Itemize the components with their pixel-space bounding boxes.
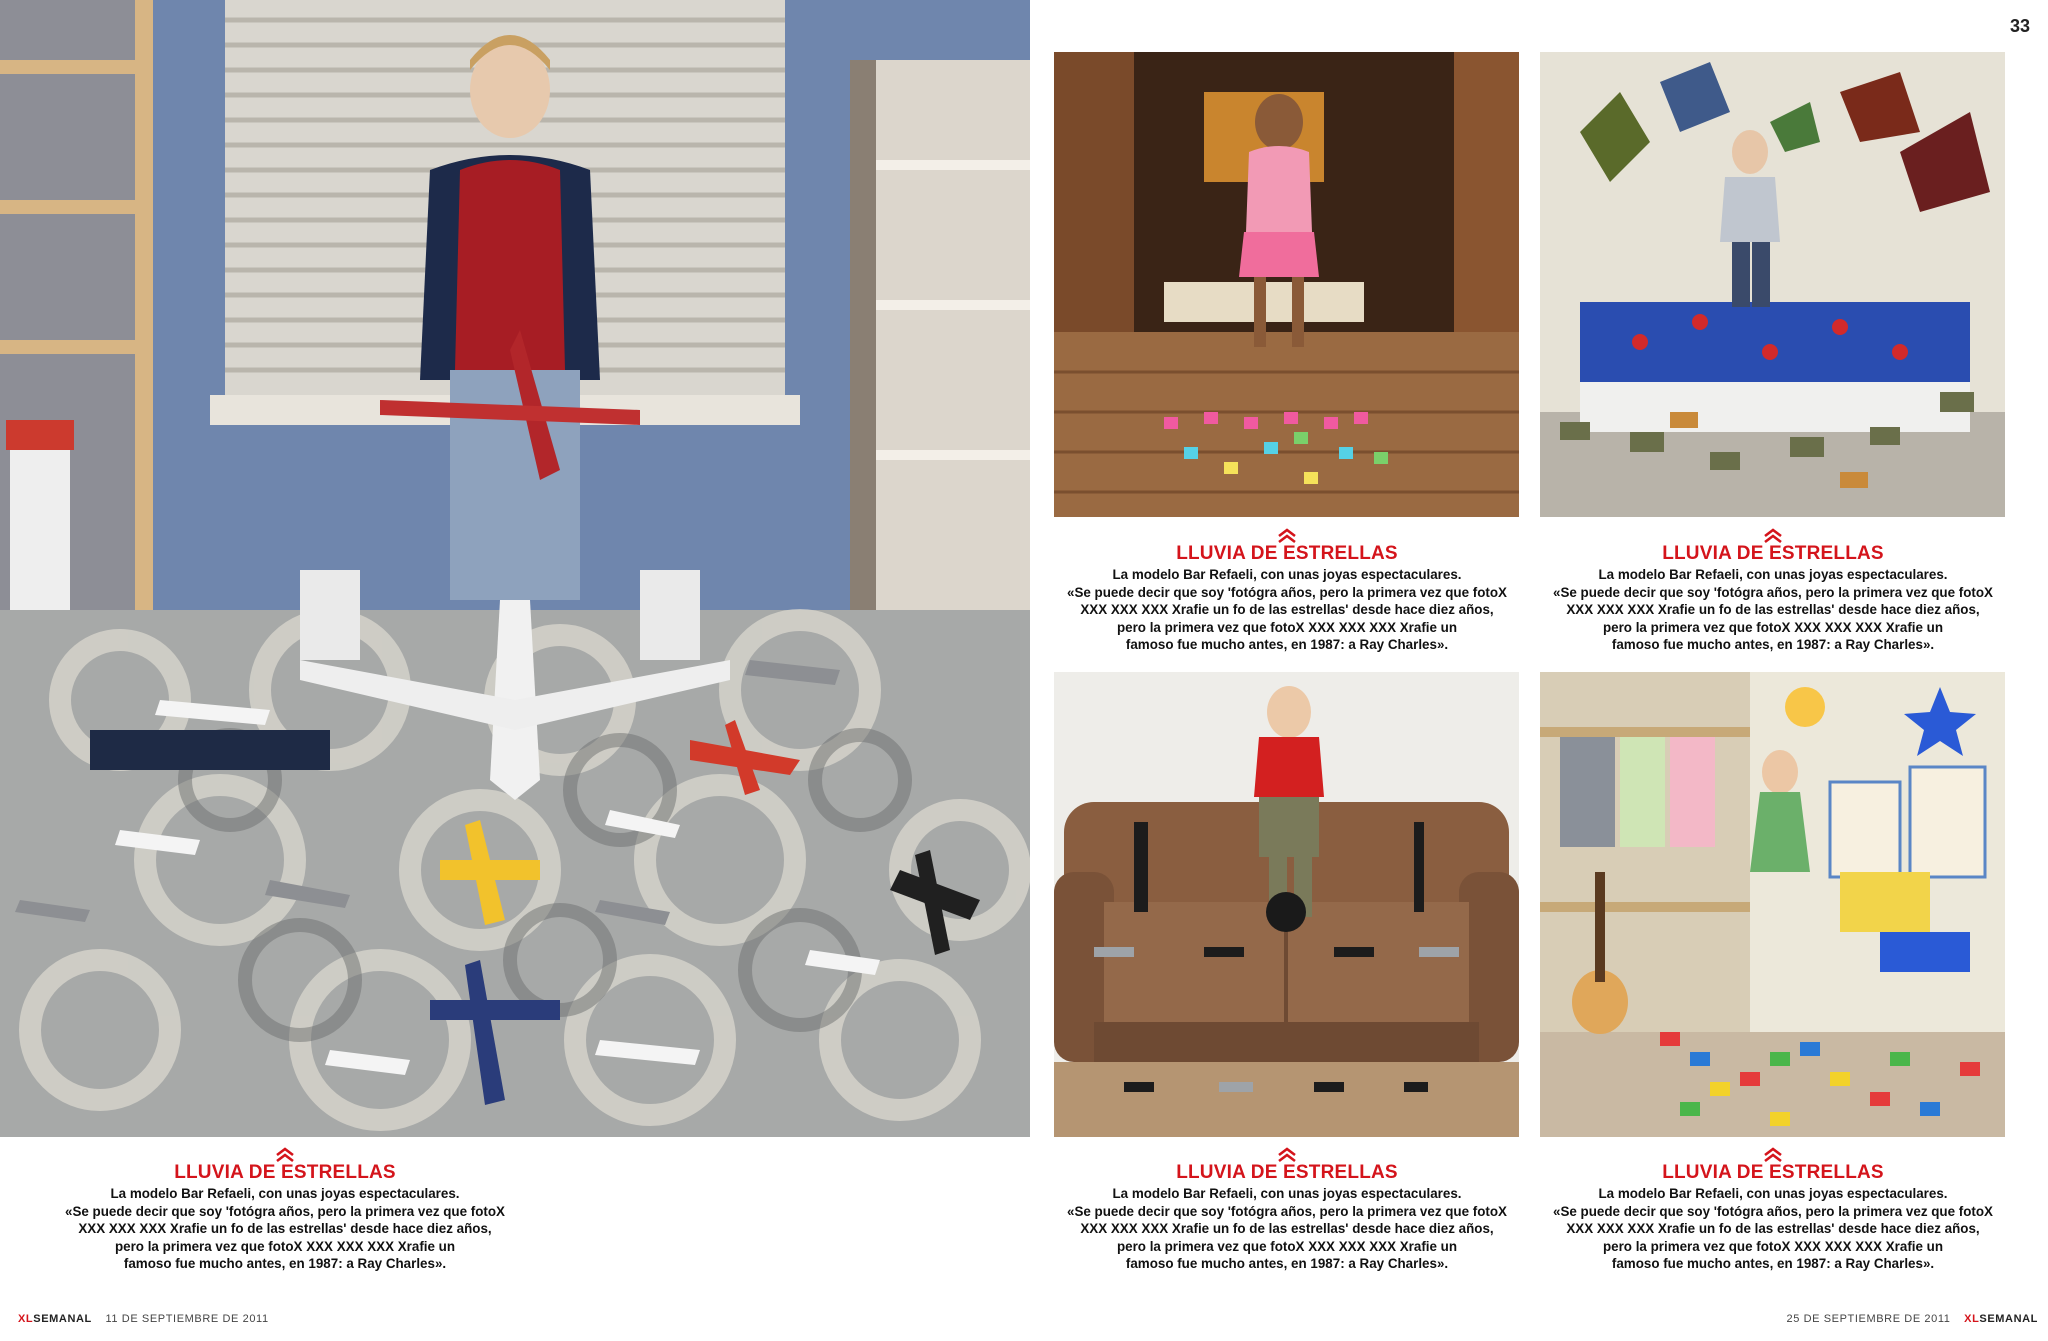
caption-title: LLUVIA DE ESTRELLAS <box>1176 543 1398 564</box>
caption-line: XXX XXX XXX Xrafie un fo de las estrellas' desde hace diez años, <box>1566 602 1980 617</box>
caption-line: pero la primera vez que fotoX XXX XXX XXX Xrafie un <box>1116 619 1458 635</box>
chevron-up-icon <box>1277 1147 1297 1163</box>
chevron-up-icon <box>1277 528 1297 544</box>
caption-body <box>1052 566 1522 654</box>
brand-logo-semanal: SEMANAL <box>33 1313 92 1325</box>
caption-title: LLUVIA DE ESTRELLAS <box>1662 543 1884 564</box>
photo-boy-with-toy-guns <box>1054 672 1519 1137</box>
chevron-up-icon <box>275 1147 295 1163</box>
caption-body <box>1538 566 2008 654</box>
chevron-up-icon <box>1763 1147 1783 1163</box>
caption-line: XXX XXX XXX Xrafie un fo de las estrellas' desde hace diez años, <box>1080 1221 1494 1236</box>
caption-line: pero la primera vez que fotoX XXX XXX XXX Xrafie un <box>1602 619 1944 635</box>
caption-line: XXX XXX XXX Xrafie un fo de las estrellas' desde hace diez años, <box>78 1221 492 1236</box>
caption-line: pero la primera vez que fotoX XXX XXX XXX Xrafie un <box>1116 1238 1458 1254</box>
caption-c <box>1052 1147 1522 1273</box>
caption-line: La modelo Bar Refaeli, con unas joyas espectaculares. <box>110 1186 460 1201</box>
caption-line: «Se puede decir que soy 'fotógra años, pero la primera vez que fotoX <box>1553 584 1993 600</box>
photo-girl-with-toy-cups <box>1054 52 1519 517</box>
caption-line: La modelo Bar Refaeli, con unas joyas espectaculares. <box>1112 567 1462 582</box>
footer-left <box>18 1313 279 1325</box>
footer-date: 25 DE SEPTIEMBRE DE 2011 <box>1786 1313 1951 1325</box>
caption-body <box>1538 1185 2008 1273</box>
caption-line: La modelo Bar Refaeli, con unas joyas espectaculares. <box>1598 1186 1948 1201</box>
caption-line: La modelo Bar Refaeli, con unas joyas espectaculares. <box>1112 1186 1462 1201</box>
caption-title: LLUVIA DE ESTRELLAS <box>1176 1162 1398 1183</box>
brand-logo-semanal: SEMANAL <box>1979 1313 2038 1325</box>
photo-boy-with-toy-airplanes <box>0 0 1030 1137</box>
photo-girl-with-toys-and-dresses <box>1540 672 2005 1137</box>
photo-boy-with-dinosaurs <box>1540 52 2005 517</box>
caption-title: LLUVIA DE ESTRELLAS <box>1662 1162 1884 1183</box>
caption-body <box>50 1185 520 1273</box>
caption-line: pero la primera vez que fotoX XXX XXX XXX Xrafie un <box>114 1238 456 1254</box>
footer-date: 11 DE SEPTIEMBRE DE 2011 <box>105 1313 269 1325</box>
caption-line: «Se puede decir que soy 'fotógra años, pero la primera vez que fotoX <box>1067 1203 1507 1219</box>
caption-line: famoso fue mucho antes, en 1987: a Ray Charles». <box>1611 637 1935 652</box>
page-number: 33 <box>2010 16 2031 36</box>
caption-line: famoso fue mucho antes, en 1987: a Ray Charles». <box>1611 1256 1935 1271</box>
caption-line: famoso fue mucho antes, en 1987: a Ray Charles». <box>1125 637 1449 652</box>
caption-a <box>1052 528 1522 654</box>
caption-line: «Se puede decir que soy 'fotógra años, pero la primera vez que fotoX <box>65 1203 505 1219</box>
caption-line: La modelo Bar Refaeli, con unas joyas espectaculares. <box>1598 567 1948 582</box>
caption-line: famoso fue mucho antes, en 1987: a Ray Charles». <box>123 1256 447 1271</box>
caption-line: famoso fue mucho antes, en 1987: a Ray Charles». <box>1125 1256 1449 1271</box>
caption-line: XXX XXX XXX Xrafie un fo de las estrellas' desde hace diez años, <box>1566 1221 1980 1236</box>
chevron-up-icon <box>1763 528 1783 544</box>
caption-line: pero la primera vez que fotoX XXX XXX XXX Xrafie un <box>1602 1238 1944 1254</box>
caption-title: LLUVIA DE ESTRELLAS <box>174 1162 396 1183</box>
caption-line: XXX XXX XXX Xrafie un fo de las estrellas' desde hace diez años, <box>1080 602 1494 617</box>
footer-right <box>1777 1313 2039 1325</box>
brand-logo-xl: XL <box>18 1313 34 1325</box>
caption-b <box>1538 528 2008 654</box>
caption-line: «Se puede decir que soy 'fotógra años, pero la primera vez que fotoX <box>1553 1203 1993 1219</box>
caption-line: «Se puede decir que soy 'fotógra años, pero la primera vez que fotoX <box>1067 584 1507 600</box>
caption-d <box>1538 1147 2008 1273</box>
brand-logo-xl: XL <box>1964 1313 1980 1325</box>
caption-body <box>1052 1185 1522 1273</box>
caption-main <box>50 1147 520 1273</box>
